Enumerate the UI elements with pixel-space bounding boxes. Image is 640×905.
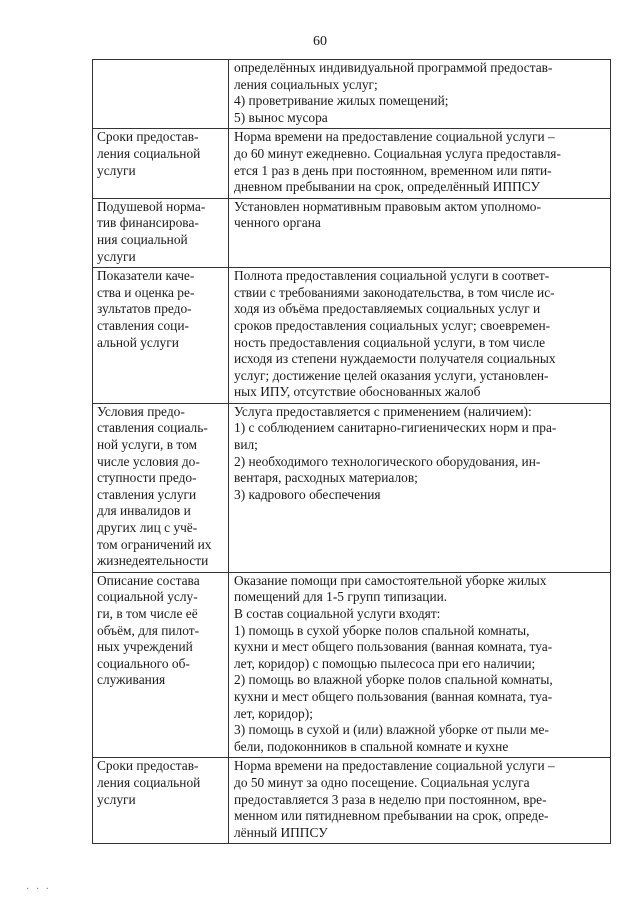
value-line: услуг; достижение целей оказания услуги, установлен- [234,367,549,383]
value-line: Полнота предоставления социальной услуги в соответ- [234,268,550,284]
row-value-cell [229,129,611,198]
row-label-cell [93,572,229,758]
table-row [93,198,611,267]
value-line: бели, подоконников в спальной комнате и кухне [234,738,509,754]
value-line: менном или пятидневном пребывании на срок, опреде- [234,808,549,824]
value-line: 5) вынос мусора [234,109,328,125]
value-line: Установлен нормативным правовым актом уполномо- [234,198,541,214]
label-line: ства и оценка ре- [97,284,195,300]
table-row [93,758,611,844]
row-value-cell [229,198,611,267]
label-line: числе условия до- [97,453,200,469]
label-line: служивания [97,672,166,688]
page-number: 60 [313,34,327,49]
value-line: Оказание помощи при самостоятельной уборке жилых [234,572,547,588]
row-label-cell [93,198,229,267]
value-line: 4) проветривание жилых помещений; [234,93,449,109]
label-line: социального об- [97,655,190,671]
label-line: ления социальной [97,145,201,161]
label-line: ставления услуги [97,486,197,502]
table-row [93,60,611,129]
row-label-cell [93,129,229,198]
value-line: 2) помощь во влажной уборке полов спальной комнаты, [234,672,553,688]
label-line: Подушевой норма- [97,198,206,214]
value-line: вентаря, расходных материалов; [234,470,418,486]
value-line: лет, коридор) с помощью пылесоса при его наличии; [234,655,536,671]
label-line: ступности предо- [97,470,197,486]
scan-artifact-dots: · · · [26,884,51,895]
label-line: Описание состава [97,572,200,588]
row-value-cell [229,268,611,404]
label-line: объём, для пилот- [97,622,200,638]
label-line: альной услуги [97,334,179,350]
value-line: лённый ИППСУ [234,824,328,840]
value-line: Услуга предоставляется с применением (наличием): [234,403,532,419]
label-line: услуги [97,248,136,264]
label-line: ных учреждений [97,639,193,655]
label-line: для инвалидов и [97,503,191,519]
value-line: ствии с требованиями законодательства, в том числе ис- [234,284,555,300]
value-line: помещений для 1-5 групп типизации. [234,589,448,605]
value-line: 3) кадрового обеспечения [234,486,381,502]
value-line: предоставляется 3 раза в неделю при постоянном, вре- [234,791,547,807]
label-line: ления социальной [97,774,201,790]
value-line: дневном пребывании на срок, определённый ИППСУ [234,179,541,195]
label-line: ги, в том числе её [97,606,198,621]
label-line: Показатели каче- [97,268,195,284]
label-line: том ограничений их [97,536,212,552]
label-line: Сроки предостав- [97,129,199,145]
value-line: Норма времени на предоставление социальной услуги – [234,758,555,774]
value-line: 3) помощь в сухой и (или) влажной уборке от пыли ме- [234,722,549,738]
label-line: услуги [97,162,136,178]
row-value-cell [229,403,611,572]
label-line: Условия предо- [97,403,185,419]
row-value-cell [229,758,611,844]
service-table-body [93,60,611,844]
label-line: зультатов предо- [97,301,192,317]
label-line: услуги [97,791,136,807]
row-label-cell [93,758,229,844]
table-row [93,403,611,572]
value-line: лет, коридор); [234,705,313,721]
value-line: кухни и мест общего пользования (ванная комната, туа- [234,688,553,704]
table-row [93,572,611,758]
table-row [93,268,611,404]
value-line: определённых индивидуальной программой предостав- [234,60,553,75]
value-line: до 60 минут ежедневно. Социальная услуга предоставля- [234,145,561,161]
value-line: ных ИПУ, отсутствие обоснованных жалоб [234,384,481,400]
label-line: других лиц с учё- [97,520,198,536]
value-line: ченного органа [234,215,321,231]
value-line: исходя из степени нуждаемости получателя социальных [234,351,556,367]
service-table [92,59,611,844]
value-line: сроков предоставления социальных услуг; своевремен- [234,317,551,333]
value-line: до 50 минут за одно посещение. Социальная услуга [234,774,530,790]
value-line: кухни и мест общего пользования (ванная комната, туа- [234,639,553,655]
value-line: 1) с соблюдением санитарно-гигиенических норм и пра- [234,420,557,436]
value-line: В состав социальной услуги входят: [234,606,441,621]
row-value-cell [229,60,611,129]
label-line: жизнедеятельности [97,553,209,569]
label-line: ставления социаль- [97,420,208,436]
value-line: ность предоставления социальной услуги, в том числе [234,334,546,350]
row-label-cell [93,403,229,572]
label-line: тив финансирова- [97,215,199,231]
value-line: 1) помощь в сухой уборке полов спальной комнаты, [234,622,530,638]
value-line: ходя из объёма предоставляемых социальных услуг и [234,301,541,317]
table-row [93,129,611,198]
label-line: ставления соци- [97,317,189,333]
label-line: социальной услу- [97,589,198,605]
value-line: вил; [234,437,258,453]
value-line: ления социальных услуг; [234,76,378,92]
value-line: 2) необходимого технологического оборудования, ин- [234,453,541,469]
label-line: Сроки предостав- [97,758,199,774]
label-line: ной услуги, в том [97,437,198,453]
label-line: ния социальной [97,231,188,247]
row-label-cell [93,268,229,404]
row-label-cell [93,60,229,129]
row-value-cell [229,572,611,758]
value-line: Норма времени на предоставление социальной услуги – [234,129,555,145]
value-line: ется 1 раз в день при постоянном, временном или пяти- [234,162,552,178]
